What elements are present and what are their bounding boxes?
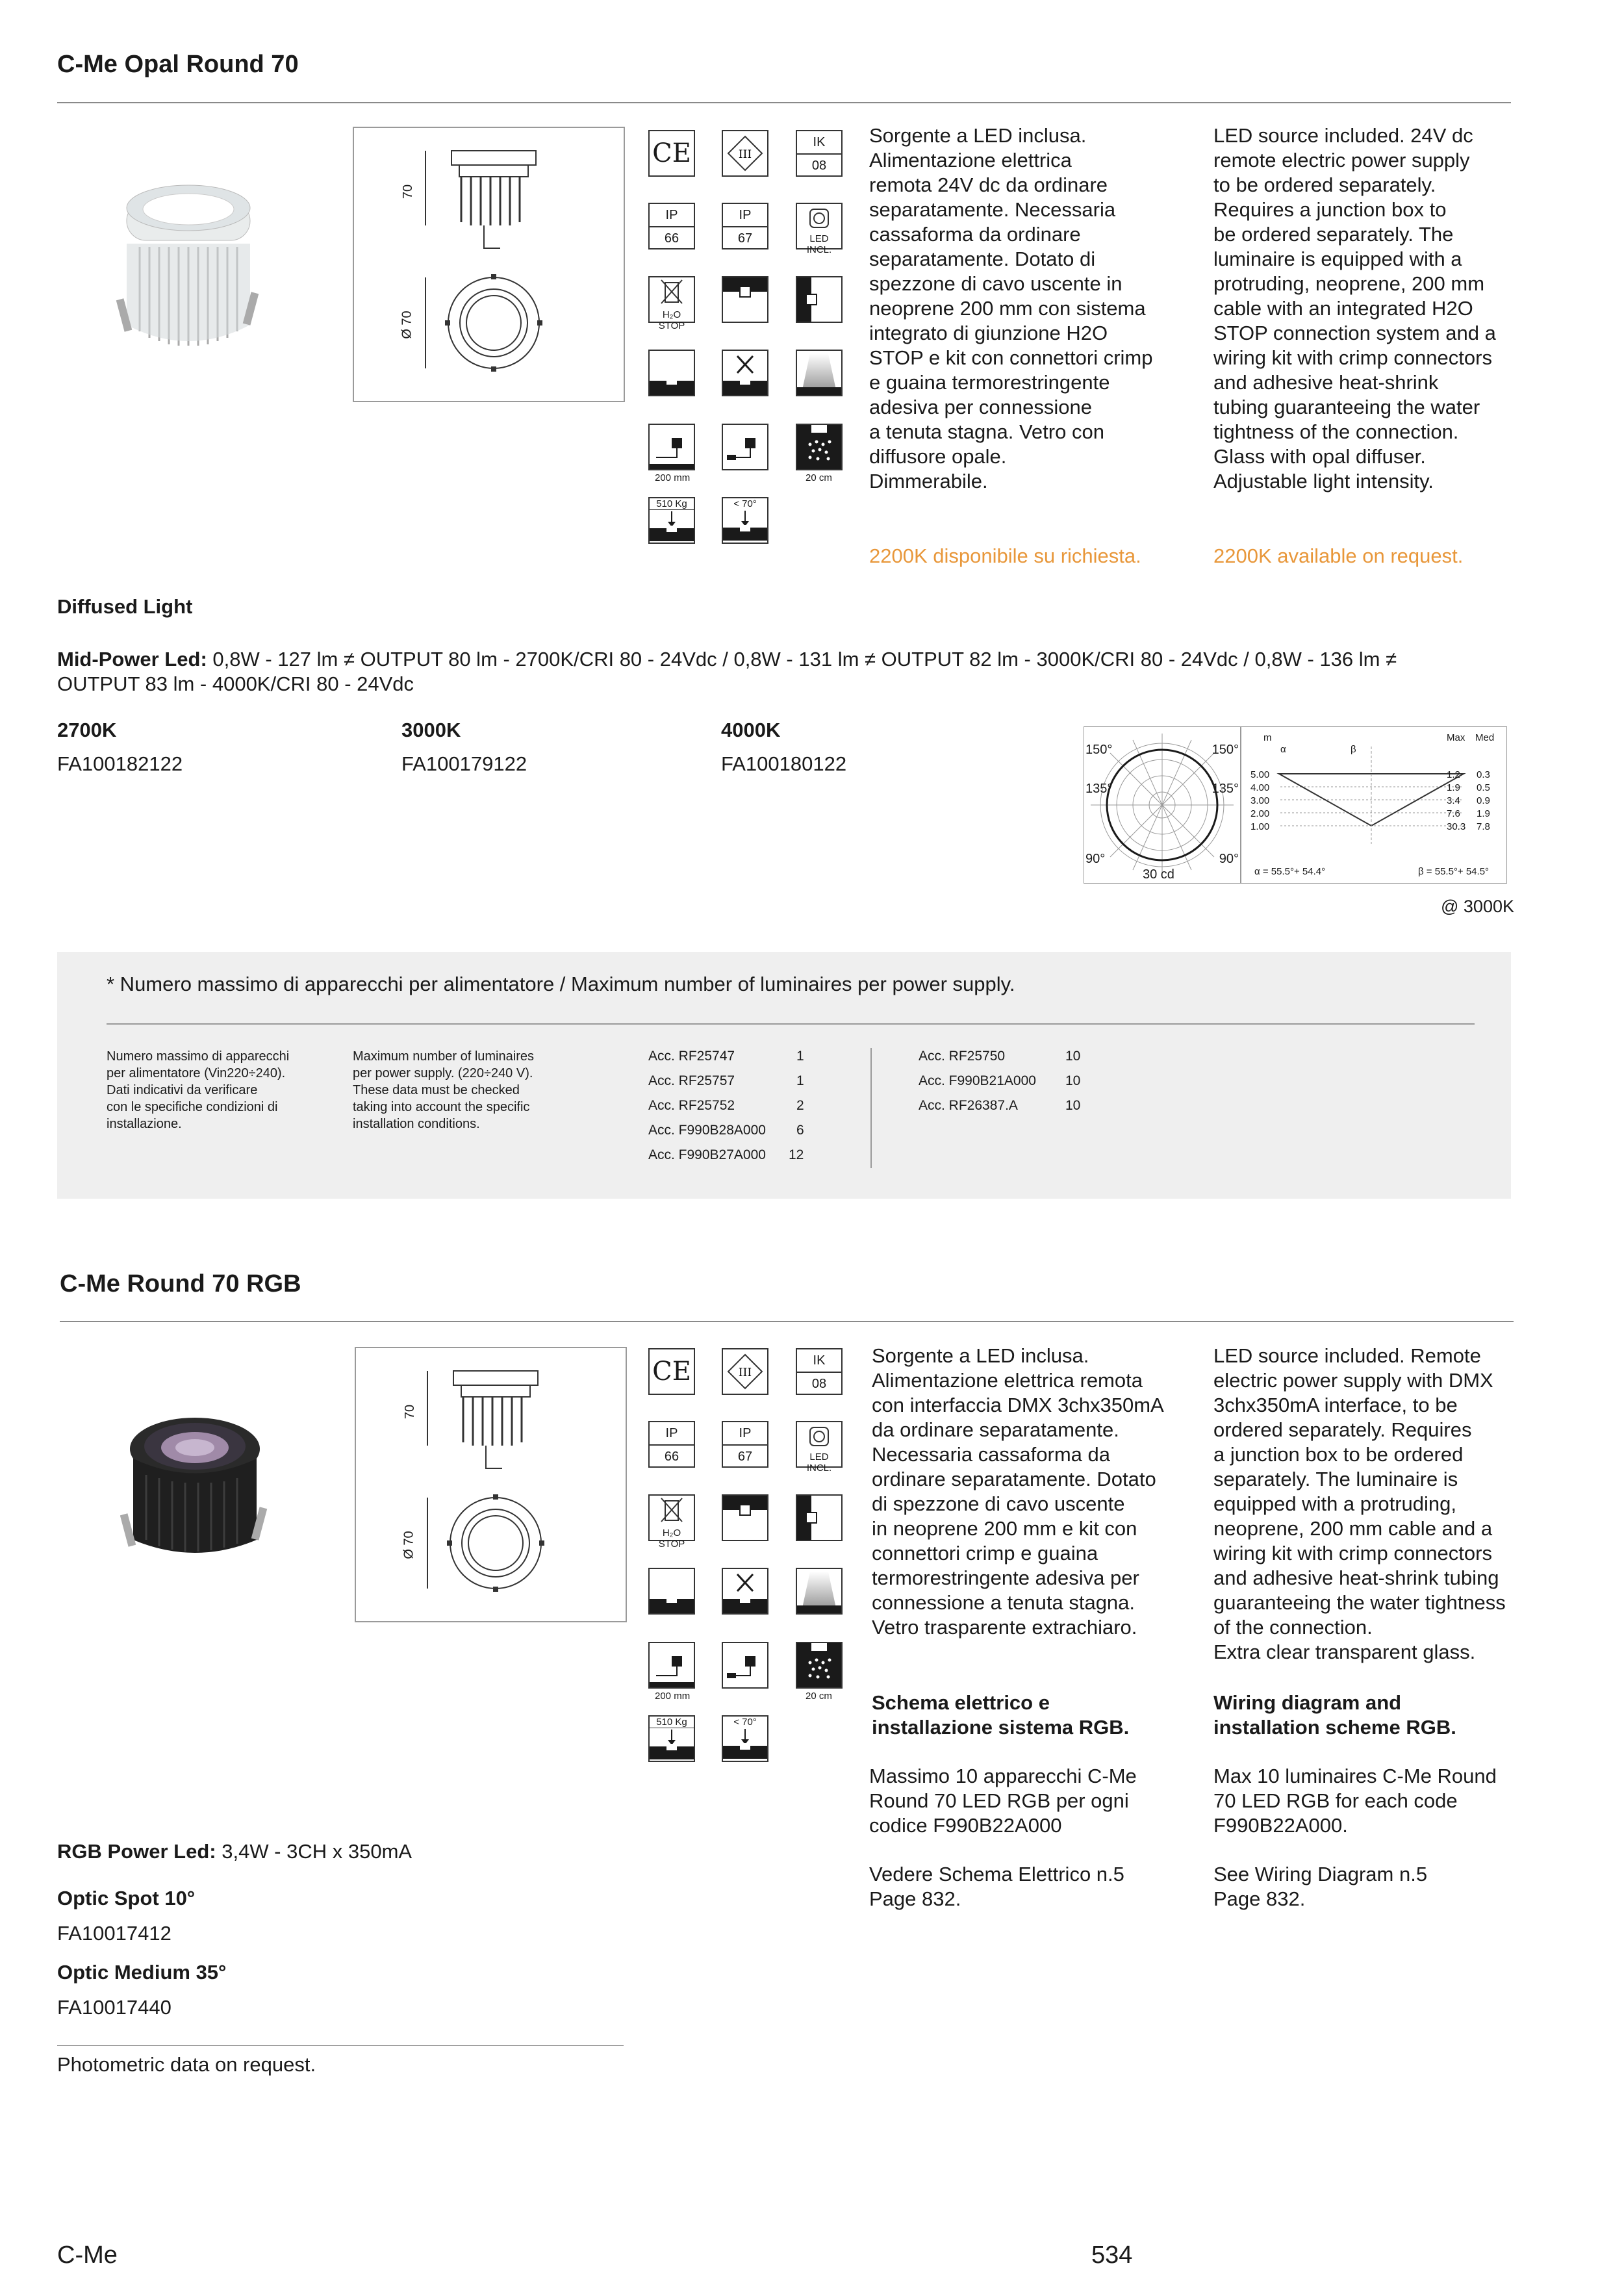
table-row <box>648 1143 804 1168</box>
section1-title: C-Me Opal Round 70 <box>57 51 299 78</box>
max-it-line: Massimo 10 apparecchi C-Me <box>869 1765 1137 1787</box>
desc-it-line: connessione a tenuta stagna. <box>872 1591 1136 1614</box>
accessory-code: Acc. RF25757 <box>648 1073 735 1088</box>
desc-en-line: cable with an integrated H2O <box>1213 297 1473 320</box>
cone-med-label: Med <box>1475 732 1495 743</box>
desc-en-line: electric power supply with DMX <box>1213 1369 1493 1392</box>
table-row <box>919 1044 1080 1069</box>
rgb-description-en <box>1213 1344 1519 1665</box>
table-row <box>919 1069 1080 1093</box>
accessory-code: Acc. F990B27A000 <box>648 1147 766 1162</box>
table-row <box>919 1093 1080 1118</box>
desc-it-line: cassaforma da ordinare <box>869 223 1081 246</box>
desc-it-line: da ordinare separatamente. <box>872 1418 1119 1441</box>
see-it-line: Vedere Schema Elettrico n.5 <box>869 1863 1124 1885</box>
cone-max-value: 1.9 <box>1447 782 1460 793</box>
accessory-count: 1 <box>796 1073 804 1088</box>
cone-distance: 1.00 <box>1250 821 1270 832</box>
description-en <box>1213 123 1512 494</box>
ip2-value: 67 <box>737 231 753 246</box>
desc-en-line: ordered separately. Requires <box>1213 1418 1472 1441</box>
desc-en-line: protruding, neoprene, 200 mm <box>1213 272 1485 295</box>
max-luminaires-it <box>869 1764 1137 1838</box>
note-en-line: taking into account the specific <box>353 1100 530 1114</box>
cone-med-value: 0.5 <box>1477 782 1490 793</box>
code-2700: FA100182122 <box>57 752 183 775</box>
desc-en-line: be ordered separately. The <box>1213 223 1454 246</box>
accessory-count: 12 <box>789 1147 804 1162</box>
cone-distance: 5.00 <box>1250 769 1270 780</box>
light-beam-icon <box>796 350 843 396</box>
photometry-temp: @ 3000K <box>1441 897 1514 916</box>
wiring-ref-en <box>1213 1862 1427 1911</box>
ik-value: 08 <box>811 1377 827 1391</box>
page-number: 534 <box>1091 2242 1133 2269</box>
accessory-code: Acc. RF25747 <box>648 1049 735 1064</box>
h2o-stop-label: H₂O STOP <box>658 309 685 331</box>
accessory-code: Acc. RF26387.A <box>919 1098 1018 1113</box>
desc-en-line: remote electric power supply <box>1213 149 1470 172</box>
accessory-count: 10 <box>1065 1098 1081 1113</box>
svg-text:III: III <box>738 148 752 161</box>
glare-angle-icon <box>722 1715 768 1762</box>
schema-it-line: installazione sistema RGB. <box>872 1716 1130 1739</box>
desc-it-line: neoprene 200 mm con sistema <box>869 297 1146 320</box>
section2-title: C-Me Round 70 RGB <box>60 1270 301 1297</box>
polar-angle-90-right: 90° <box>1219 852 1239 866</box>
max-it-line: Round 70 LED RGB per ogni <box>869 1789 1129 1812</box>
schema-en-line: Wiring diagram and <box>1213 1691 1402 1714</box>
table-note-en <box>353 1048 534 1132</box>
recessed-wall-icon <box>796 1494 843 1541</box>
section2-rule <box>60 1321 1514 1322</box>
ik-rating-icon <box>796 130 843 177</box>
svg-text:III: III <box>738 1366 752 1379</box>
table-row <box>648 1118 804 1143</box>
accessory-code: Acc. F990B28A000 <box>648 1123 766 1138</box>
accessory-count: 2 <box>796 1098 804 1113</box>
note-2200k-en: 2200K available on request. <box>1213 544 1464 567</box>
drawing-height-label: 70 <box>403 1404 418 1420</box>
photometric-note: Photometric data on request. <box>57 2053 316 2076</box>
ik-rating-icon <box>796 1348 843 1395</box>
no-cover-icon <box>722 350 768 396</box>
table-column-divider <box>870 1048 872 1168</box>
desc-it-line: separatamente. Necessaria <box>869 198 1116 221</box>
desc-en-line: to be ordered separately. <box>1213 173 1436 196</box>
load-label: 510 Kg <box>650 498 694 510</box>
note-it-line: per alimentatore (Vin220÷240). <box>107 1066 286 1080</box>
led-spec-label: Mid-Power Led: <box>57 648 207 671</box>
ce-icon: CE <box>648 130 695 177</box>
schema-it-line: Schema elettrico e <box>872 1691 1050 1714</box>
h2o-stop-icon <box>648 1494 695 1550</box>
desc-en-line: guaranteeing the water tightness <box>1213 1591 1506 1614</box>
desc-it-line: Necessaria cassaforma da <box>872 1443 1110 1466</box>
led-incl-label: LED INCL. <box>806 1451 832 1474</box>
light-type-label: Diffused Light <box>57 595 193 618</box>
technical-drawing-rgb <box>355 1347 627 1622</box>
distance-icon <box>796 1642 843 1689</box>
ip67-icon <box>722 203 768 249</box>
desc-en-line: 3chx350mA interface, to be <box>1213 1394 1458 1416</box>
desc-en-line: wiring kit with crimp connectors <box>1213 346 1492 369</box>
distance-label: 20 cm <box>806 1691 832 1702</box>
cone-diagram <box>1241 726 1507 884</box>
rgb-led-label: RGB Power Led: <box>57 1840 216 1863</box>
product-image-rgb <box>120 1410 270 1572</box>
polar-diagram <box>1084 726 1241 884</box>
desc-en-line: LED source included. 24V dc <box>1213 124 1473 147</box>
see-en-line: See Wiring Diagram n.5 <box>1213 1863 1428 1885</box>
junction-box-icon <box>722 424 768 470</box>
photometric-rule <box>57 2045 624 2046</box>
recessed-floor-icon <box>722 276 768 323</box>
cone-alpha-label: α <box>1280 744 1286 755</box>
cone-beta-value: β = 55.5°+ 54.5° <box>1418 866 1490 877</box>
max-luminaires-en <box>1213 1764 1497 1838</box>
code-3000: FA100179122 <box>401 752 527 775</box>
cone-med-value: 0.3 <box>1477 769 1490 780</box>
desc-en-line: tightness of the connection. <box>1213 420 1459 443</box>
desc-it-line: integrato di giunzione H2O <box>869 322 1108 344</box>
no-cover-icon <box>722 1568 768 1615</box>
light-beam-icon <box>796 1568 843 1615</box>
rgb-led-spec <box>57 1840 412 1863</box>
accessory-count: 10 <box>1065 1073 1081 1088</box>
desc-it-line: diffusore opale. <box>869 445 1007 468</box>
load-icon <box>648 1715 695 1762</box>
led-included-icon <box>796 1421 843 1474</box>
cable-length-label: 200 mm <box>655 1691 691 1702</box>
led-included-icon <box>796 203 843 255</box>
walkover-icon <box>648 1568 695 1615</box>
max-en-line: 70 LED RGB for each code <box>1213 1789 1458 1812</box>
ip1-label: IP <box>650 204 694 227</box>
ip1-label: IP <box>650 1422 694 1446</box>
cone-med-value: 1.9 <box>1477 808 1490 819</box>
desc-en-line: Adjustable light intensity. <box>1213 470 1434 492</box>
schema-title-en <box>1213 1691 1456 1740</box>
optic-medium-label: Optic Medium 35° <box>57 1961 227 1984</box>
walkover-icon <box>648 350 695 396</box>
desc-en-line: of the connection. <box>1213 1616 1373 1639</box>
desc-en-line: Requires a junction box to <box>1213 198 1447 221</box>
cable-length-icon <box>648 424 695 470</box>
accessory-code: Acc. F990B21A000 <box>919 1073 1036 1088</box>
desc-it-line: Vetro trasparente extrachiaro. <box>872 1616 1137 1639</box>
polar-angle-90-left: 90° <box>1085 852 1106 866</box>
polar-cd-label: 30 cd <box>1143 867 1174 882</box>
table-row <box>648 1093 804 1118</box>
cone-row <box>1250 769 1269 834</box>
code-4000: FA100180122 <box>721 752 847 775</box>
desc-en-line: and adhesive heat-shrink <box>1213 371 1439 394</box>
desc-it-line: Sorgente a LED inclusa. <box>872 1344 1089 1367</box>
desc-it-line: termorestringente adesiva per <box>872 1566 1139 1589</box>
desc-en-line: and adhesive heat-shrink tubing <box>1213 1566 1499 1589</box>
cone-distance: 3.00 <box>1250 795 1270 806</box>
polar-angle-150-left: 150° <box>1085 743 1113 757</box>
description-it <box>869 123 1174 494</box>
polar-angle-135-left: 135° <box>1085 782 1113 796</box>
table-row <box>648 1069 804 1093</box>
note-it-line: con le specifiche condizioni di <box>107 1100 278 1114</box>
rgb-description-it <box>872 1344 1177 1640</box>
code-temp-3000: 3000K <box>401 719 461 741</box>
optic-spot-code: FA10017412 <box>57 1922 171 1945</box>
desc-en-line: tubing guaranteeing the water <box>1213 396 1480 418</box>
desc-it-line: STOP e kit con connettori crimp <box>869 346 1153 369</box>
recessed-wall-icon <box>796 276 843 323</box>
desc-en-line: Glass with opal diffuser. <box>1213 445 1426 468</box>
desc-it-line: adesiva per connessione <box>869 396 1092 418</box>
desc-it-line: Alimentazione elettrica remota <box>872 1369 1143 1392</box>
accessory-code: Acc. RF25752 <box>648 1098 735 1113</box>
max-en-line: F990B22A000. <box>1213 1814 1348 1837</box>
cone-max-value: 3.4 <box>1447 795 1460 806</box>
cone-m-label: m <box>1263 732 1272 743</box>
polar-angle-150-right: 150° <box>1212 743 1239 757</box>
desc-it-line: ordinare separatamente. Dotato <box>872 1468 1156 1490</box>
optic-spot-label: Optic Spot 10° <box>57 1887 196 1910</box>
accessory-column-2 <box>919 1044 1080 1118</box>
cone-distance: 4.00 <box>1250 782 1270 793</box>
technical-drawing-opal <box>353 127 625 402</box>
ip2-label: IP <box>723 1422 767 1446</box>
cone-distance: 2.00 <box>1250 808 1270 819</box>
cone-max-label: Max <box>1447 732 1465 743</box>
desc-en-line: LED source included. Remote <box>1213 1344 1481 1367</box>
distance-icon <box>796 424 843 470</box>
note-2200k-it: 2200K disponibile su richiesta. <box>869 544 1141 567</box>
drawing-diameter-label: Ø 70 <box>400 311 414 339</box>
table-note-it <box>107 1048 289 1132</box>
glare-angle-icon <box>722 497 768 544</box>
accessory-column-1 <box>648 1044 804 1168</box>
ip66-icon <box>648 203 695 249</box>
table-rule <box>107 1023 1475 1025</box>
ip2-label: IP <box>723 204 767 227</box>
desc-en-line: Extra clear transparent glass. <box>1213 1641 1476 1663</box>
cone-max-values <box>1447 769 1465 834</box>
accessory-count: 1 <box>796 1049 804 1064</box>
desc-en-line: a junction box to be ordered <box>1213 1443 1464 1466</box>
drawing-diameter-label: Ø 70 <box>401 1531 416 1559</box>
note-en-line: installation conditions. <box>353 1117 480 1131</box>
accessory-code: Acc. RF25750 <box>919 1049 1006 1064</box>
cone-med-value: 7.8 <box>1477 821 1490 832</box>
desc-it-line: e guaina termorestringente <box>869 371 1110 394</box>
max-it-line: codice F990B22A000 <box>869 1814 1062 1837</box>
ip1-value: 66 <box>664 1450 679 1464</box>
schema-title-it <box>872 1691 1129 1740</box>
ip66-icon <box>648 1421 695 1468</box>
cone-med-values <box>1477 769 1490 834</box>
led-spec-line1: 0,8W - 127 lm ≠ OUTPUT 80 lm - 2700K/CRI 80 - 24Vdc / 0,8W - 131 lm ≠ OUTPUT 82 lm - 3000K/CRI 80 - 24Vdc / 0,8W - 136 lm ≠ <box>212 648 1397 671</box>
max-en-line: Max 10 luminaires C-Me Round <box>1213 1765 1497 1787</box>
product-image-opal <box>114 182 263 370</box>
desc-it-line: connettori crimp e guaina <box>872 1542 1098 1565</box>
note-it-line: Dati indicativi da verificare <box>107 1083 258 1097</box>
distance-label: 20 cm <box>806 472 832 483</box>
desc-it-line: Alimentazione elettrica <box>869 149 1072 172</box>
desc-it-line: remota 24V dc da ordinare <box>869 173 1108 196</box>
ce-icon: CE <box>648 1348 695 1395</box>
h2o-stop-label: H₂O STOP <box>658 1527 685 1550</box>
desc-it-line: di spezzone di cavo uscente <box>872 1492 1125 1515</box>
rgb-led-value: 3,4W - 3CH x 350mA <box>222 1840 412 1863</box>
junction-box-icon <box>722 1642 768 1689</box>
ik-label: IK <box>797 1349 841 1373</box>
note-en-line: per power supply. (220÷240 V). <box>353 1066 533 1080</box>
led-spec-line2: OUTPUT 83 lm - 4000K/CRI 80 - 24Vdc <box>57 672 414 695</box>
cone-alpha-value: α = 55.5°+ 54.4° <box>1254 866 1326 877</box>
class-iii-icon <box>722 130 768 177</box>
cone-max-value: 7.6 <box>1447 808 1460 819</box>
code-temp-2700: 2700K <box>57 719 117 741</box>
h2o-stop-icon <box>648 276 695 331</box>
desc-en-line: luminaire is equipped with a <box>1213 248 1462 270</box>
footer-product-name: C-Me <box>57 2242 118 2269</box>
desc-en-line: neoprene, 200 mm cable and a <box>1213 1517 1493 1540</box>
desc-it-line: spezzone di cavo uscente in <box>869 272 1123 295</box>
optic-medium-code: FA10017440 <box>57 1996 171 2019</box>
ip1-value: 66 <box>664 231 679 246</box>
load-label: 510 Kg <box>650 1717 694 1728</box>
table-row <box>648 1044 804 1069</box>
accessory-count: 10 <box>1065 1049 1081 1064</box>
ik-label: IK <box>797 131 841 155</box>
accessory-count: 6 <box>796 1123 804 1138</box>
load-icon <box>648 497 695 544</box>
desc-en-line: STOP connection system and a <box>1213 322 1496 344</box>
polar-angle-135-right: 135° <box>1212 782 1239 796</box>
angle-label: < 70° <box>733 1717 757 1728</box>
desc-it-line: con interfaccia DMX 3chx350mA <box>872 1394 1164 1416</box>
code-temp-4000: 4000K <box>721 719 781 741</box>
note-en-line: These data must be checked <box>353 1083 520 1097</box>
cable-length-label: 200 mm <box>655 472 691 483</box>
see-it-line: Page 832. <box>869 1887 961 1910</box>
power-supply-table <box>57 952 1511 1199</box>
cone-max-value: 30.3 <box>1447 821 1466 832</box>
desc-en-line: equipped with a protruding, <box>1213 1492 1456 1515</box>
cone-med-value: 0.9 <box>1477 795 1490 806</box>
wiring-ref-it <box>869 1862 1124 1911</box>
schema-en-line: installation scheme RGB. <box>1213 1716 1456 1739</box>
desc-it-line: in neoprene 200 mm e kit con <box>872 1517 1137 1540</box>
desc-it-line: Sorgente a LED inclusa. <box>869 124 1087 147</box>
cone-beta-label: β <box>1351 744 1356 755</box>
note-en-line: Maximum number of luminaires <box>353 1049 534 1064</box>
desc-en-line: wiring kit with crimp connectors <box>1213 1542 1492 1565</box>
ip67-icon <box>722 1421 768 1468</box>
drawing-height-label: 70 <box>401 184 416 199</box>
ik-value: 08 <box>811 159 827 173</box>
see-en-line: Page 832. <box>1213 1887 1306 1910</box>
led-incl-label: LED INCL. <box>806 233 832 255</box>
note-it-line: installazione. <box>107 1117 182 1131</box>
ip2-value: 67 <box>737 1450 753 1464</box>
class-iii-icon <box>722 1348 768 1395</box>
angle-label: < 70° <box>733 498 757 509</box>
desc-en-line: separately. The luminaire is <box>1213 1468 1458 1490</box>
cable-length-icon <box>648 1642 695 1689</box>
recessed-floor-icon <box>722 1494 768 1541</box>
section1-rule <box>57 102 1511 103</box>
desc-it-line: a tenuta stagna. Vetro con <box>869 420 1104 443</box>
cone-max-value: 1.2 <box>1447 769 1460 780</box>
led-spec <box>57 647 1512 696</box>
note-it-line: Numero massimo di apparecchi <box>107 1049 290 1064</box>
desc-it-line: separatamente. Dotato di <box>869 248 1096 270</box>
table-header: * Numero massimo di apparecchi per alimentatore / Maximum number of luminaires per power supply. <box>107 973 1015 995</box>
desc-it-line: Dimmerabile. <box>869 470 988 492</box>
